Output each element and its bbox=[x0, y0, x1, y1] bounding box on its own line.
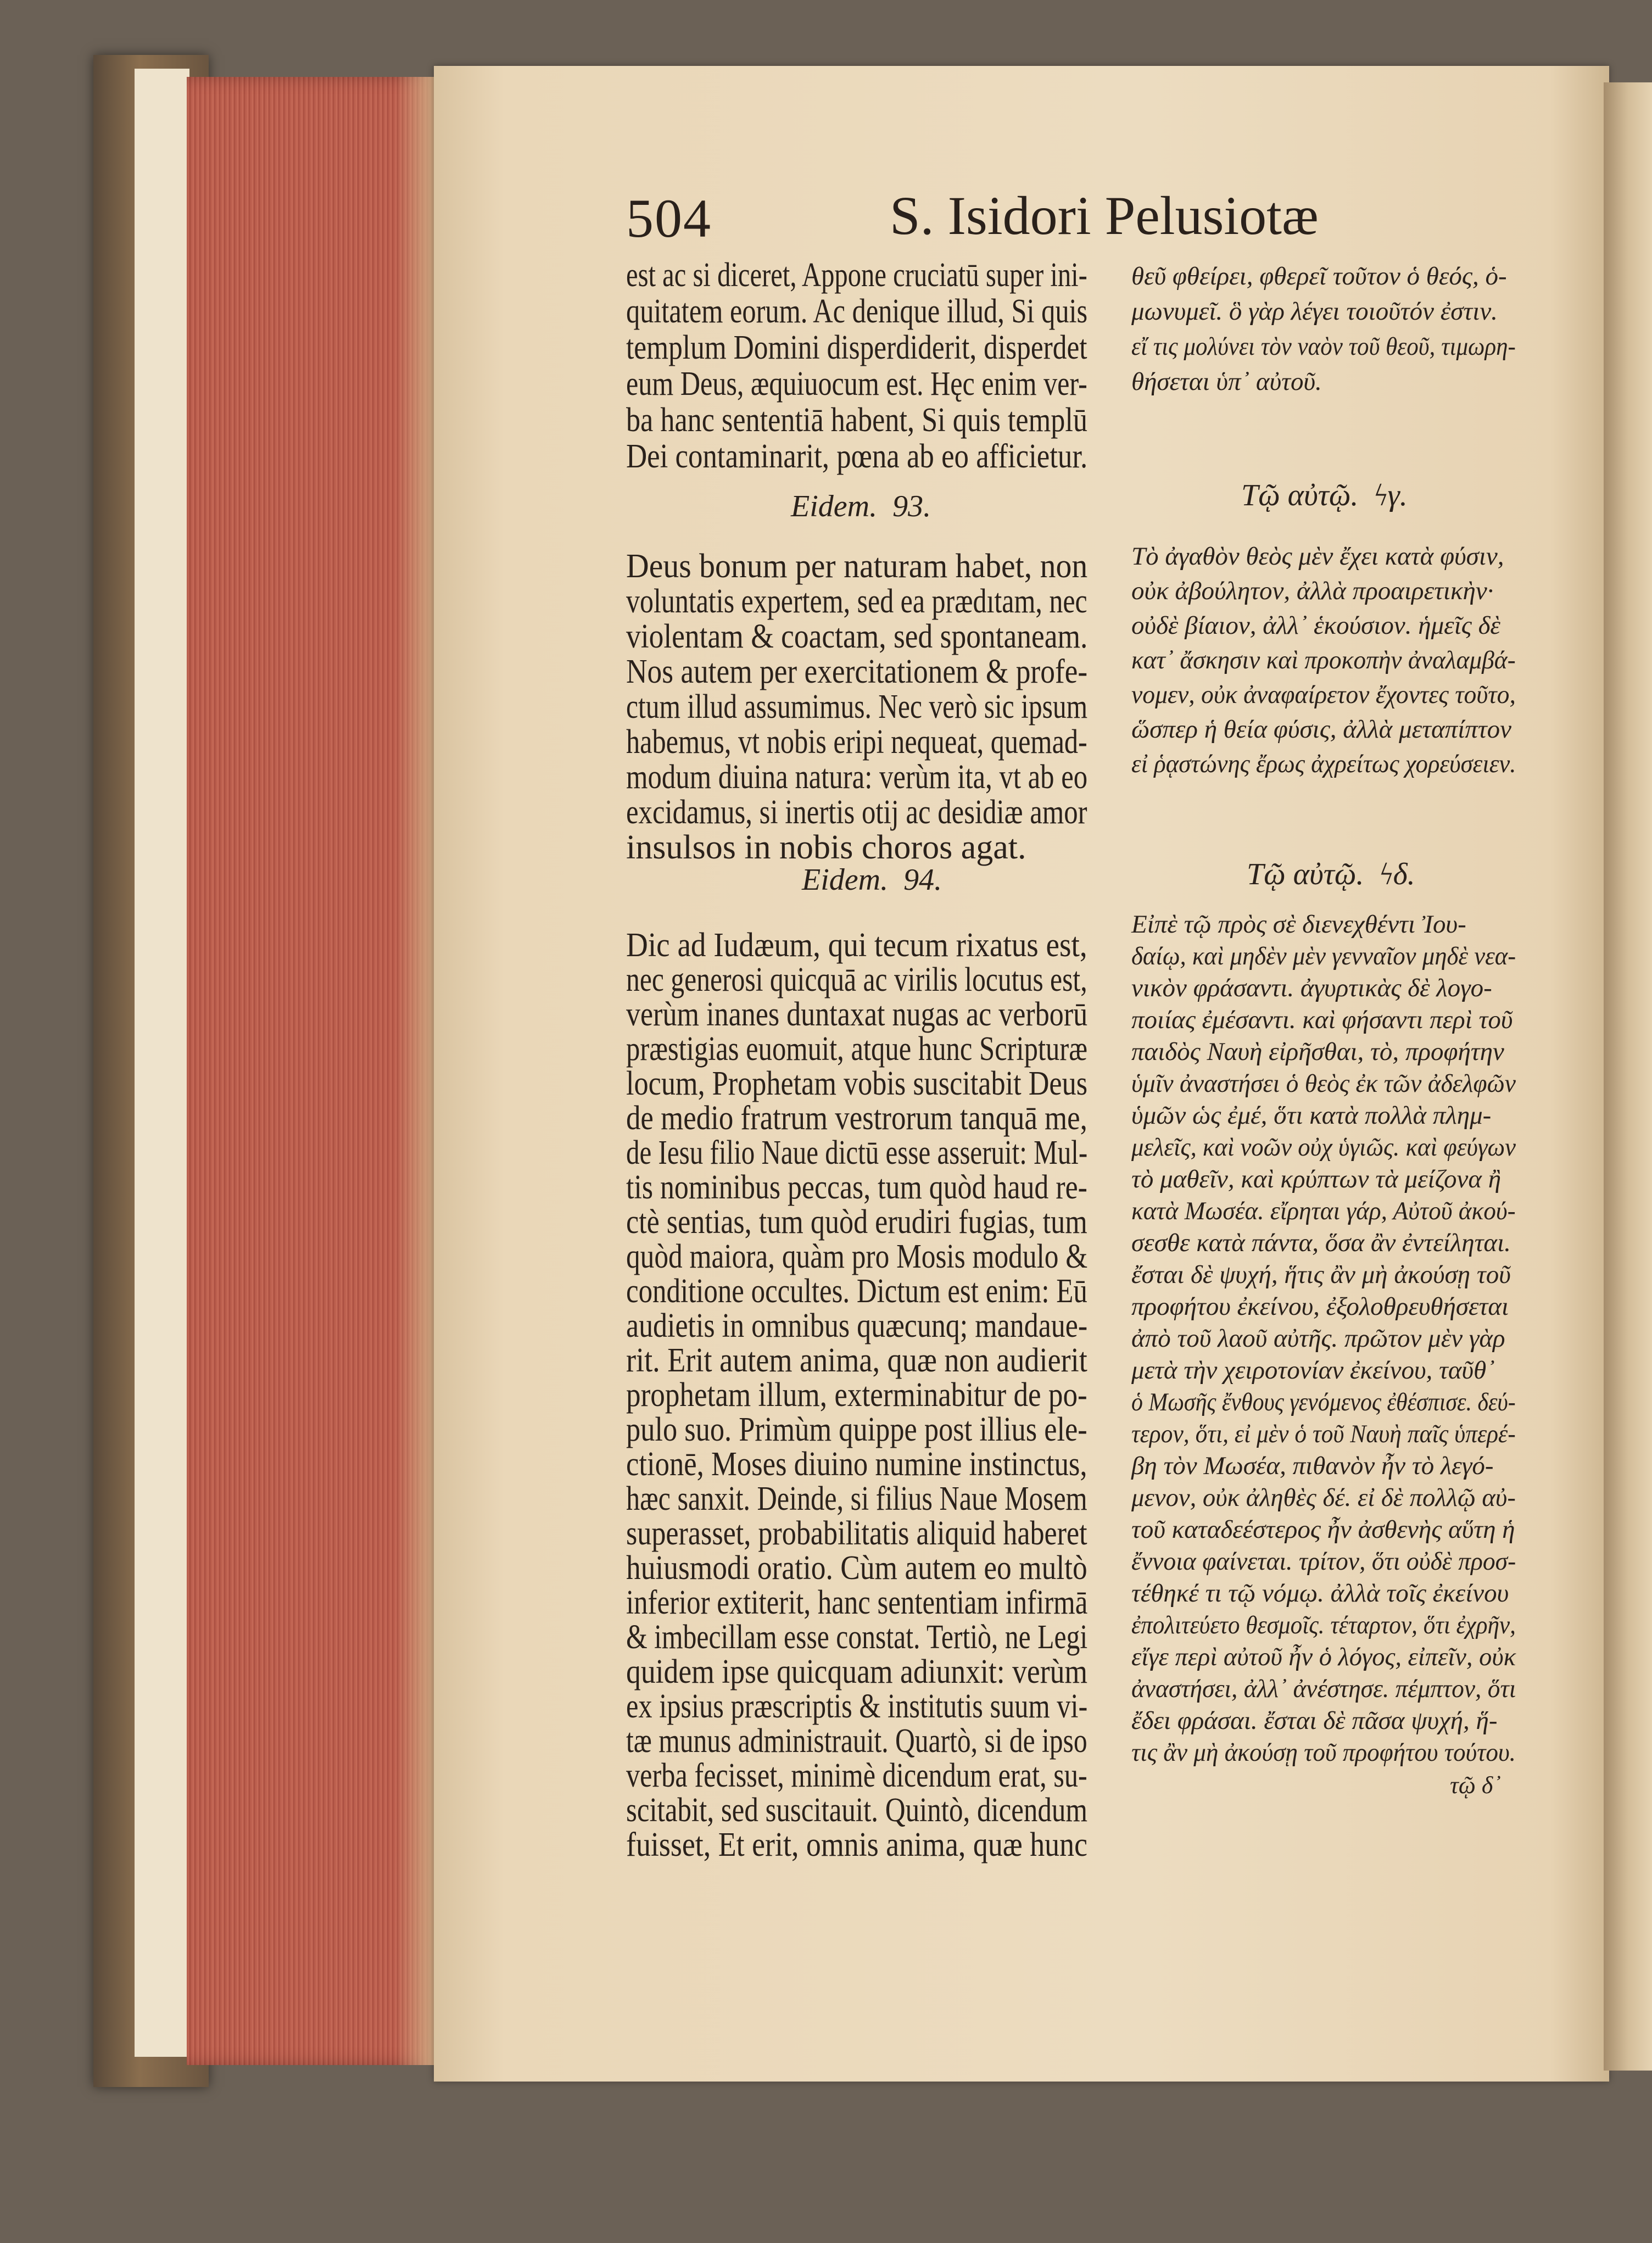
text-line: prophetam illum, exterminabitur de po- bbox=[626, 1376, 1087, 1414]
running-head: S. Isidori Pelusiotæ bbox=[890, 185, 1319, 246]
text-line: ἔδει φράσαι. ἔσται δὲ πᾶσα ψυχή, ἥ- bbox=[1131, 1706, 1498, 1735]
greek-caption-93: Τῷ αὐτῷ. ϟγ. bbox=[1241, 478, 1408, 512]
text-line: verùm inanes duntaxat nugas ac verborū bbox=[626, 996, 1088, 1033]
text-line: ba hanc sententiā habent, Si quis templū bbox=[626, 401, 1087, 439]
text-line: quidem ipse quicquam adiunxit: verùm bbox=[626, 1653, 1088, 1690]
text-line: de Iesu filio Naue dictū esse asseruit: Mul- bbox=[626, 1134, 1088, 1171]
text-line: hæc sanxit. Deinde, si filius Naue Mosem bbox=[626, 1480, 1087, 1517]
text-line: δαίῳ, καὶ μηδὲν μὲν γενναῖον μηδὲ νεα- bbox=[1131, 942, 1516, 970]
text-line: ἔννοια φαίνεται. τρίτον, ὅτι οὐδὲ προσ- bbox=[1131, 1547, 1516, 1576]
text-line: & imbecillam esse constat. Tertiò, ne Legi bbox=[626, 1619, 1088, 1656]
page-edge-highlight bbox=[395, 77, 439, 2065]
text-line: κατ᾽ ἄσκησιν καὶ προκοπὴν ἀναλαμβά- bbox=[1131, 646, 1516, 674]
text-line: βη τὸν Μωσέα, πιθανὸν ἦν τὸ λεγό- bbox=[1131, 1452, 1494, 1480]
text-line: tæ munus administrauit. Quartò, si de ipso bbox=[626, 1722, 1087, 1760]
text-line: pulo suo. Primùm quippe post illius ele- bbox=[626, 1411, 1087, 1448]
facing-page-edge bbox=[1604, 82, 1652, 2071]
text-line: audietis in omnibus quæcunq; mandaue- bbox=[626, 1307, 1088, 1344]
catchword: τῷ δ᾽ bbox=[1450, 1772, 1501, 1799]
text-line: quitatem eorum. Ac denique illud, Si quis bbox=[626, 293, 1088, 330]
text-line: Εἰπὲ τῷ πρὸς σὲ διενεχθέντι Ἰου- bbox=[1131, 910, 1466, 939]
text-line: ὑμῶν ὡς ἐμέ, ὅτι κατὰ πολλὰ πλημ- bbox=[1131, 1101, 1492, 1130]
text-line: rit. Erit autem anima, quæ non audierit bbox=[626, 1342, 1087, 1379]
text-line: θεῦ φθείρει, φθερεῖ τοῦτον ὁ θεός, ὁ- bbox=[1131, 262, 1507, 291]
text-line: κατὰ Μωσέα. εἴρηται γάρ, Αὐτοῦ ἀκού- bbox=[1131, 1197, 1516, 1225]
text-line: violentam & coactam, sed spontaneam. bbox=[626, 618, 1088, 655]
text-line: fuisset, Et erit, omnis anima, quæ hunc bbox=[626, 1826, 1088, 1863]
text-line: εἰ ῥᾳστώνης ἔρως ἀχρείτως χορεύσειεν. bbox=[1131, 750, 1516, 778]
text-line: ctionē, Moses diuino numine instinctus, bbox=[626, 1446, 1087, 1483]
text-line: nec generosi quicquā ac virilis locutus est, bbox=[626, 961, 1087, 998]
text-line: ἔσται δὲ ψυχή, ἥτις ἂν μὴ ἀκούσῃ τοῦ bbox=[1131, 1260, 1511, 1289]
text-line: οὐκ ἀβούλητον, ἀλλὰ προαιρετικὴν· bbox=[1131, 577, 1494, 605]
text-line: superasset, probabilitatis aliquid haberet bbox=[626, 1515, 1087, 1552]
text-line: σεσθε κατὰ πάντα, ὅσα ἂν ἐντείληται. bbox=[1131, 1229, 1511, 1257]
text-line: est ac si diceret, Appone cruciatū super ini- bbox=[626, 256, 1087, 294]
flyleaf-edge bbox=[135, 69, 189, 2057]
text-line: præstigias euomuit, atque hunc Scripturæ bbox=[626, 1030, 1088, 1068]
text-line: ποιίας ἐμέσαντι. καὶ φήσαντι περὶ τοῦ bbox=[1131, 1006, 1513, 1034]
text-line: locum, Prophetam vobis suscitabit Deus bbox=[626, 1065, 1088, 1102]
text-line: conditione occultes. Dictum est enim: Eū bbox=[626, 1273, 1087, 1310]
text-line: modum diuina natura: verùm ita, vt ab eo bbox=[626, 758, 1088, 796]
text-line: eum Deus, æquiuocum est. Hęc enim ver- bbox=[626, 365, 1087, 403]
text-line: ἐπολιτεύετο θεσμοῖς. τέταρτον, ὅτι ἐχρῆν, bbox=[1131, 1611, 1516, 1639]
latin-caption-93: Eidem. 93. bbox=[791, 489, 931, 523]
text-line: παιδὸς Ναυὴ εἰρῆσθαι, τὸ, προφήτην bbox=[1131, 1037, 1504, 1066]
greek-caption-94: Τῷ αὐτῷ. ϟδ. bbox=[1247, 857, 1415, 891]
text-line: ctè sentias, tum quòd erudiri fugias, tum bbox=[626, 1203, 1087, 1241]
text-line: tis nominibus peccas, tum quòd haud re- bbox=[626, 1169, 1087, 1206]
text-line: νομεν, οὐκ ἀναφαίρετον ἔχοντες τοῦτο, bbox=[1131, 680, 1516, 709]
latin-caption-94: Eidem. 94. bbox=[802, 863, 942, 897]
text-line: excidamus, si inertis otij ac desidiæ amor bbox=[626, 794, 1087, 831]
text-line: ὁ Μωσῆς ἔνθους γενόμενος ἐθέσπισε. δεύ- bbox=[1131, 1388, 1516, 1416]
text-line: μελεῖς, καὶ νοῶν οὐχ ὑγιῶς. καὶ φεύγων bbox=[1131, 1133, 1516, 1162]
text-line: scitabit, sed suscitauit. Quintò, dicendum bbox=[626, 1792, 1088, 1829]
text-line: huiusmodi oratio. Cùm autem eo multò bbox=[626, 1549, 1087, 1587]
text-line: ex ipsius præscriptis & institutis suum vi- bbox=[626, 1688, 1088, 1725]
text-line: ctum illud assumimus. Nec verò sic ipsum bbox=[626, 688, 1088, 726]
text-line: Dic ad Iudæum, qui tecum rixatus est, bbox=[626, 927, 1087, 964]
text-line: quòd maiora, quàm pro Mosis modulo & bbox=[626, 1238, 1088, 1275]
text-line: Deus bonum per naturam habet, non bbox=[626, 548, 1088, 585]
text-line: εἴγε περὶ αὐτοῦ ἦν ὁ λόγος, εἰπεῖν, οὐκ bbox=[1131, 1643, 1516, 1671]
text-line: insulsos in nobis choros agat. bbox=[626, 829, 1026, 866]
text-line: τέθηκέ τι τῷ νόμῳ. ἀλλὰ τοῖς ἐκείνου bbox=[1131, 1579, 1509, 1608]
text-line: voluntatis expertem, sed ea prædıtam, nec bbox=[626, 583, 1087, 620]
text-line: ὥσπερ ἡ θεία φύσις, ἀλλὰ μεταπίπτον bbox=[1131, 715, 1512, 744]
text-line: habemus, vt nobis eripi nequeat, quemad- bbox=[626, 723, 1087, 761]
text-line: de medio fratrum vestrorum tanquā me, bbox=[626, 1100, 1087, 1137]
text-line: μωνυμεῖ. ὃ γὰρ λέγει τοιοῦτόν ἐστιν. bbox=[1131, 297, 1498, 326]
text-line: ἀπὸ τοῦ λαοῦ αὐτῆς. πρῶτον μὲν γὰρ bbox=[1131, 1324, 1505, 1353]
text-line: εἴ τις μολύνει τὸν ναὸν τοῦ θεοῦ, τιμωρη- bbox=[1131, 332, 1516, 361]
text-line: templum Domini disperdiderit, disperdet bbox=[626, 329, 1087, 366]
text-line: τις ἂν μὴ ἀκούσῃ τοῦ προφήτου τούτου. bbox=[1131, 1738, 1516, 1767]
text-line: Τὸ ἀγαθὸν θεὸς μὲν ἔχει κατὰ φύσιν, bbox=[1131, 542, 1504, 571]
text-line: προφήτου ἐκείνου, ἐξολοθρευθήσεται bbox=[1131, 1292, 1509, 1321]
text-line: Dei contaminarit, pœna ab eo afficietur. bbox=[626, 438, 1088, 475]
text-line: τὸ μαθεῖν, καὶ κρύπτων τὰ μείζονα ἢ bbox=[1131, 1165, 1502, 1193]
text-line: τερον, ὅτι, εἰ μὲν ὁ τοῦ Ναυὴ παῖς ὑπερέ- bbox=[1131, 1420, 1516, 1448]
text-line: ὑμῖν ἀναστήσει ὁ θεὸς ἐκ τῶν ἀδελφῶν bbox=[1131, 1069, 1516, 1098]
text-line: τοῦ καταδεέστερος ἦν ἀσθενὴς αὕτη ἡ bbox=[1131, 1515, 1515, 1544]
text-line: inferior extiterit, hanc sententiam infirmā bbox=[626, 1584, 1088, 1621]
text-line: μενον, οὐκ ἀληθὲς δέ. εἰ δὲ πολλῷ αὐ- bbox=[1131, 1483, 1516, 1512]
text-line: θήσεται ὑπ᾽ αὐτοῦ. bbox=[1131, 367, 1322, 396]
text-line: Nos autem per exercitationem & profe- bbox=[626, 653, 1088, 690]
text-line: οὐδὲ βίαιον, ἀλλ᾽ ἑκούσιον. ἡμεῖς δὲ bbox=[1131, 611, 1500, 640]
text-line: νικὸν φράσαντι. ἀγυρτικὰς δὲ λογο- bbox=[1131, 974, 1492, 1002]
text-line: verba fecisset, minimè dicendum erat, su- bbox=[626, 1757, 1087, 1794]
page-number: 504 bbox=[626, 188, 712, 249]
text-line: μετὰ τὴν χειροτονίαν ἐκείνου, ταῦθ᾽ bbox=[1131, 1356, 1495, 1385]
text-line: ἀναστήσει, ἀλλ᾽ ἀνέστησε. πέμπτον, ὅτι bbox=[1131, 1675, 1516, 1703]
